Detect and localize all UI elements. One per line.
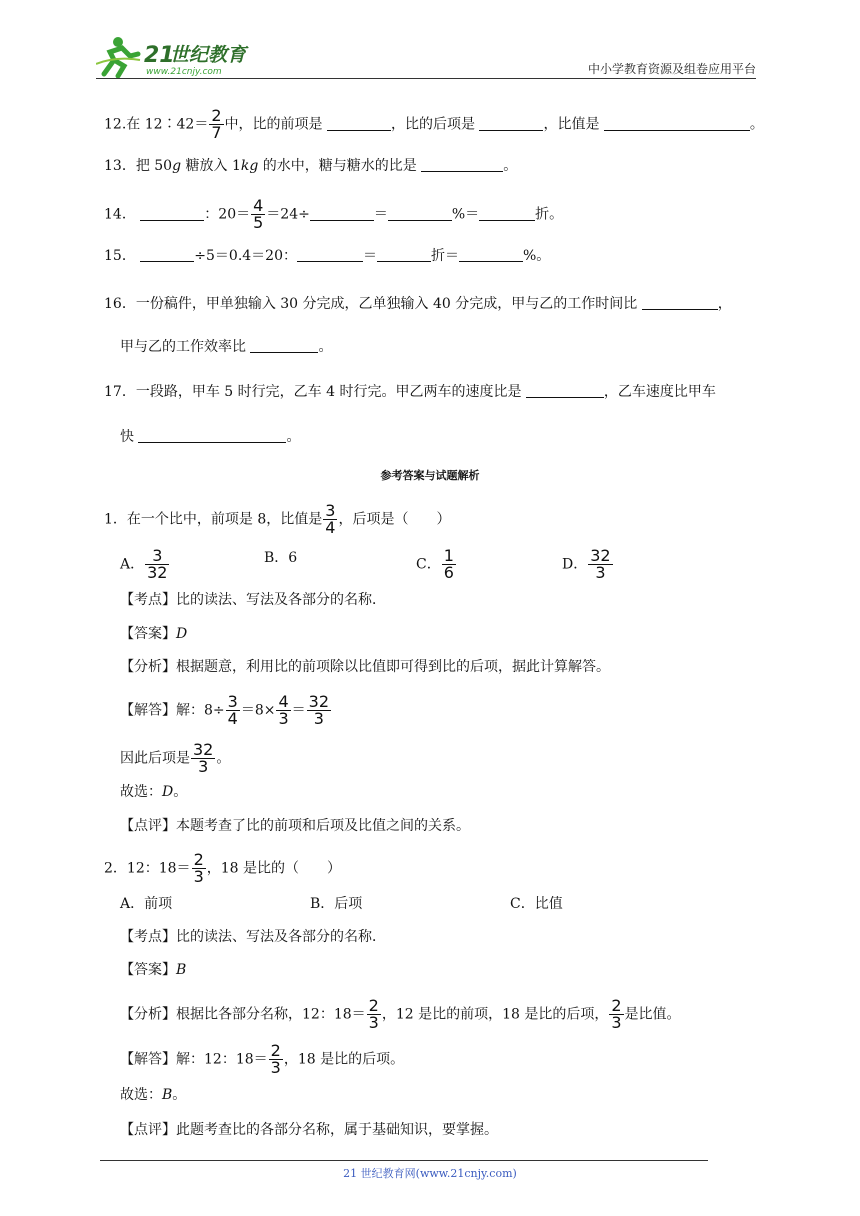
- question-14: 14． ：20＝ $\frac{4}{5}$ ＝24÷ ＝ %＝ 折。: [104, 196, 564, 232]
- svg-text:21: 21: [144, 43, 175, 68]
- option-b: B．后项: [310, 896, 363, 912]
- fenxi: 【分析】根据题意，利用比的前项除以比值即可得到比的后项，据此计算解答。: [120, 659, 610, 675]
- fraction: $\frac{1}{6}$: [443, 546, 454, 582]
- option-c: C． $\frac{1}{6}$: [416, 546, 454, 582]
- answer-blank: [421, 157, 503, 172]
- answer-blank: [388, 206, 452, 221]
- answer-2-question: 2．12：18＝ $\frac{2}{3}$ ，18 是比的（ ）: [104, 850, 342, 886]
- answer-blank: [297, 247, 363, 262]
- fraction: $\frac{3}{4}$: [227, 692, 238, 728]
- answer-blank: [479, 116, 543, 131]
- answer-blank: [327, 116, 391, 131]
- fraction: $\frac{2}{3}$: [611, 996, 622, 1032]
- answer: 【答案】B: [120, 962, 187, 978]
- choose: 故选：B。: [120, 1087, 187, 1103]
- answer-blank: [604, 116, 750, 131]
- option-a: A．前项: [120, 896, 173, 912]
- kaodian: 【考点】比的读法、写法及各部分的名称．: [120, 592, 386, 608]
- fraction: $\frac{2}{3}$: [270, 1041, 281, 1077]
- answer-blank: [140, 247, 194, 262]
- fenxi: 【分析】根据比各部分名称，12：18＝ $\frac{2}{3}$ ，12 是比的前项，18 是比的后项， $\frac{2}{3}$ 是比值。: [120, 996, 681, 1032]
- svg-text:世纪教育: 世纪教育: [170, 44, 247, 66]
- option-c: C．比值: [510, 896, 563, 912]
- answer-blank: [459, 247, 523, 262]
- jieda: 【解答】解：8÷ $\frac{3}{4}$ ＝8× $\frac{4}{3}$ ＝ $\frac{32}{3}$: [120, 692, 330, 728]
- fraction: $\frac{32}{3}$: [193, 740, 214, 776]
- platform-name: 中小学教育资源及组卷应用平台: [587, 62, 756, 76]
- answer-blank: [250, 338, 318, 353]
- footer-text: 21 世纪教育网(www.21cnjy.com): [343, 1167, 517, 1180]
- answer-blank: [526, 383, 604, 398]
- option-d: D． $\frac{32}{3}$: [562, 546, 611, 582]
- answer-1-question: 1．在一个比中，前项是 8，比值是 $\frac{3}{4}$ ，后项是（ ）: [104, 501, 451, 537]
- answer-blank: [377, 247, 431, 262]
- answer: 【答案】D: [120, 626, 188, 642]
- question-16: 16．一份稿件，甲单独输入 30 分完成，乙单独输入 40 分完成，甲与乙的工作时间比 ，: [104, 296, 732, 312]
- conclusion: 因此后项是 $\frac{32}{3}$ 。: [120, 740, 231, 776]
- answers-title: 参考答案与试题解析: [380, 469, 480, 482]
- question-12: 12.在 12∶42＝ $\frac{2}{7}$ 中，比的前项是 ，比的后项是 ，比值是 。: [104, 106, 764, 142]
- fraction: $\frac{2}{3}$: [193, 850, 204, 886]
- fraction: $\frac{3}{32}$: [147, 546, 168, 582]
- logo: [96, 34, 266, 80]
- option-a: A． $\frac{3}{32}$: [120, 546, 168, 582]
- fraction: $\frac{3}{4}$: [325, 501, 336, 537]
- question-17-line2: 快 。: [120, 429, 301, 445]
- footer-divider: [100, 1160, 708, 1161]
- option-b: B．6: [264, 550, 298, 566]
- question-16-line2: 甲与乙的工作效率比 。: [120, 339, 333, 355]
- question-17: 17．一段路，甲车 5 时行完，乙车 4 时行完。甲乙两车的速度比是 ，乙车速度比甲车: [104, 384, 716, 400]
- answer-blank: [140, 206, 204, 221]
- jieda: 【解答】解：12：18＝ $\frac{2}{3}$ ，18 是比的后项。: [120, 1041, 405, 1077]
- fraction: $\frac{4}{3}$: [278, 692, 289, 728]
- svg-text:www.21cnjy.com: www.21cnjy.com: [146, 67, 222, 77]
- answer-blank: [138, 428, 286, 443]
- kaodian: 【考点】比的读法、写法及各部分的名称．: [120, 929, 386, 945]
- dianping: 【点评】此题考查比的各部分名称，属于基础知识，要掌握。: [120, 1122, 498, 1138]
- header-divider: [96, 78, 756, 79]
- fraction: $\frac{32}{3}$: [308, 692, 330, 728]
- question-15: 15． ÷5＝0.4＝20： ＝ 折＝ %。: [104, 248, 551, 264]
- fraction: $\frac{32}{3}$: [590, 546, 611, 582]
- answer-blank: [310, 206, 374, 221]
- choose: 故选：D。: [120, 784, 188, 800]
- dianping: 【点评】本题考查了比的前项和后项及比值之间的关系。: [120, 818, 470, 834]
- fraction: $\frac{2}{7}$: [211, 106, 222, 142]
- answer-blank: [642, 295, 718, 310]
- answer-blank: [479, 206, 535, 221]
- fraction: $\frac{4}{5}$: [253, 196, 264, 232]
- fraction: $\frac{2}{3}$: [368, 996, 379, 1032]
- runner-icon: [96, 37, 140, 76]
- question-13: 13．把 50g 糖放入 1kg 的水中，糖与糖水的比是 。: [104, 158, 518, 174]
